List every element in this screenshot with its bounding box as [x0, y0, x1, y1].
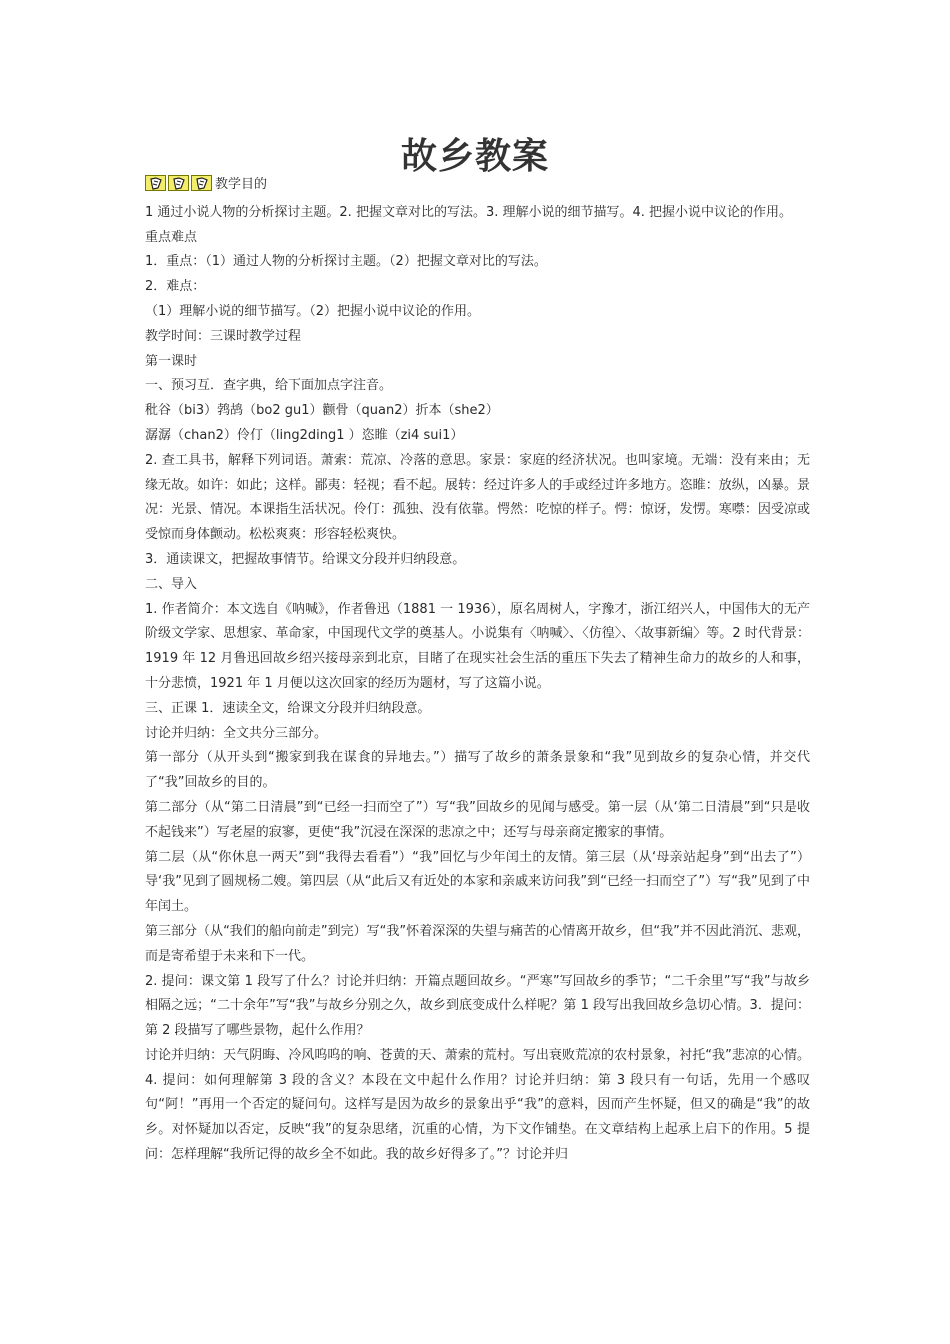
section-heading: 二、导入: [145, 576, 198, 592]
paragraph: 第二层（从“你休息一两天”到“我得去看看”）“我”回忆与少年闰土的友情。第三层（从‘母亲站起身”到“出去了”）导‘我”见到了圆规杨二嫂。第四层（从“此后又有近处的本家和亲戚来访问我”到“已经一扫而空了”）写“我”见到了中年闰土。: [145, 849, 810, 915]
objective-heading-label: 教学目的: [215, 177, 268, 192]
paragraph: 2．难点：: [145, 279, 206, 295]
document-body: [145, 173, 810, 1168]
paragraph: 2. 查工具书，解释下列词语。萧索：荒凉、冷落的意思。家景：家庭的经济状况。也叫家境。无端：没有来由；无缘无故。如许：如此；这样。鄙夷：轻视；看不起。展转：经过许多人的手或经过许多地方。恣睢：放纵，凶暴。景况：光景、情况。本课指生活状况。伶仃：孤独、没有依靠。愕然：吃惊的样子。愕：惊讶，发愣。寒噤：因受凉或受惊而身体颤动。松松爽爽：形容轻松爽快。: [145, 452, 810, 543]
section-heading: 第一课时: [145, 353, 198, 369]
paragraph: 1．重点：（1）通过人物的分析探讨主题。（2）把握文章对比的写法。: [145, 254, 547, 270]
book-icon: [168, 175, 189, 191]
paragraph: （1）理解小说的细节描写。（2）把握小说中议论的作用。: [145, 303, 481, 319]
paragraph: 一、预习互．查字典，给下面加点字注音。: [145, 378, 393, 394]
paragraph: 潺潺（chan2）伶仃（ling2ding1 ）恣睢（zi4 sui1）: [145, 427, 464, 443]
paragraph: 教学时间：三课时教学过程: [145, 328, 302, 344]
book-icon: [191, 175, 212, 191]
book-icons: [145, 175, 214, 201]
document-title: 故乡教案: [400, 136, 549, 177]
paragraph: 3．通读课文，把握故事情节。给课文分段并归纳段意。: [145, 551, 466, 567]
paragraph: 1. 作者简介：本文选自《呐喊》，作者鲁迅（1881 一 1936），原名周树人，字豫才，浙江绍兴人，中国伟大的无产阶级文学家、思想家、革命家，中国现代文学的奠基人。小说集有〈呐喊〉、〈仿徨〉、〈故事新编〉等。2 时代背景：1919 年 12 月鲁迅回故乡绍兴接母亲到北京，目睹了在现实社会生活的重压下失去了精神生命力的故乡的人和事，十分悲愤，1921 年 1 月便以这次回家的经历为题材，写了这篇小说。: [145, 601, 810, 691]
paragraph: 第三部分（从“我们的船向前走”到完）写“我”怀着深深的失望与痛苦的心情离开故乡，但“我”并不因此消沉、悲观，而是寄希望于未来和下一代。: [145, 923, 810, 964]
objective-heading: [145, 173, 810, 201]
section-heading: 重点难点: [145, 229, 198, 245]
paragraph: 第一部分（从开头到“搬家到我在谋食的异地去。”）描写了故乡的萧条景象和“我”见到故乡的复杂心情，并交代了“我”回故乡的目的。: [145, 750, 810, 791]
paragraph: 三、正课 1．速读全文，给课文分段并归纳段意。: [145, 700, 431, 716]
book-icon: [145, 175, 166, 191]
paragraph: 第二部分（从“第二日清晨”到“已经一扫而空了”）写“我”回故乡的见闻与感受。第一层（从‘第二日清晨”到“只是收不起钱来”）写老屋的寂寥，更使“我”沉浸在深深的悲凉之中；还写与母亲商定搬家的事情。: [145, 799, 810, 840]
paragraph: 1 通过小说人物的分析探讨主题。2. 把握文章对比的写法。3. 理解小说的细节描写。4. 把握小说中议论的作用。: [145, 204, 793, 220]
paragraph: 2. 提问：课文第 1 段写了什么？讨论并归纳：开篇点题回故乡。“严寒”写回故乡的季节；“二千余里”写“我”与故乡相隔之远；“二十余年”写“我”与故乡分别之久，故乡到底变成什么样呢？第 1 段写出我回故乡急切心情。3．提问：第 2 段描写了哪些景物，起什么作用？: [145, 973, 810, 1039]
paragraph: 讨论并归纳：天气阴晦、冷风呜呜的响、苍黄的天、萧索的荒村。写出衰败荒凉的农村景象，衬托“我”悲凉的心情。4. 提问：如何理解第 3 段的含义？本段在文中起什么作用？讨论并归纳：第 3 段只有一句话，先用一个感叹句“阿！”再用一个否定的疑问句。这样写是因为故乡的景象出乎“我”的意料，因而产生怀疑，但又的确是“我”的故乡。对怀疑加以否定，反映“我”的复杂思绪，沉重的心情，为下文作铺垫。在文章结构上起承上启下的作用。5 提问：怎样理解“我所记得的故乡全不如此。我的故乡好得多了。”？讨论并归: [145, 1047, 810, 1163]
paragraph: 秕谷（bi3）鹁鸪（bo2 gu1）颧骨（quan2）折本（she2）: [145, 403, 499, 419]
paragraph: 讨论并归纳：全文共分三部分。: [145, 725, 328, 741]
